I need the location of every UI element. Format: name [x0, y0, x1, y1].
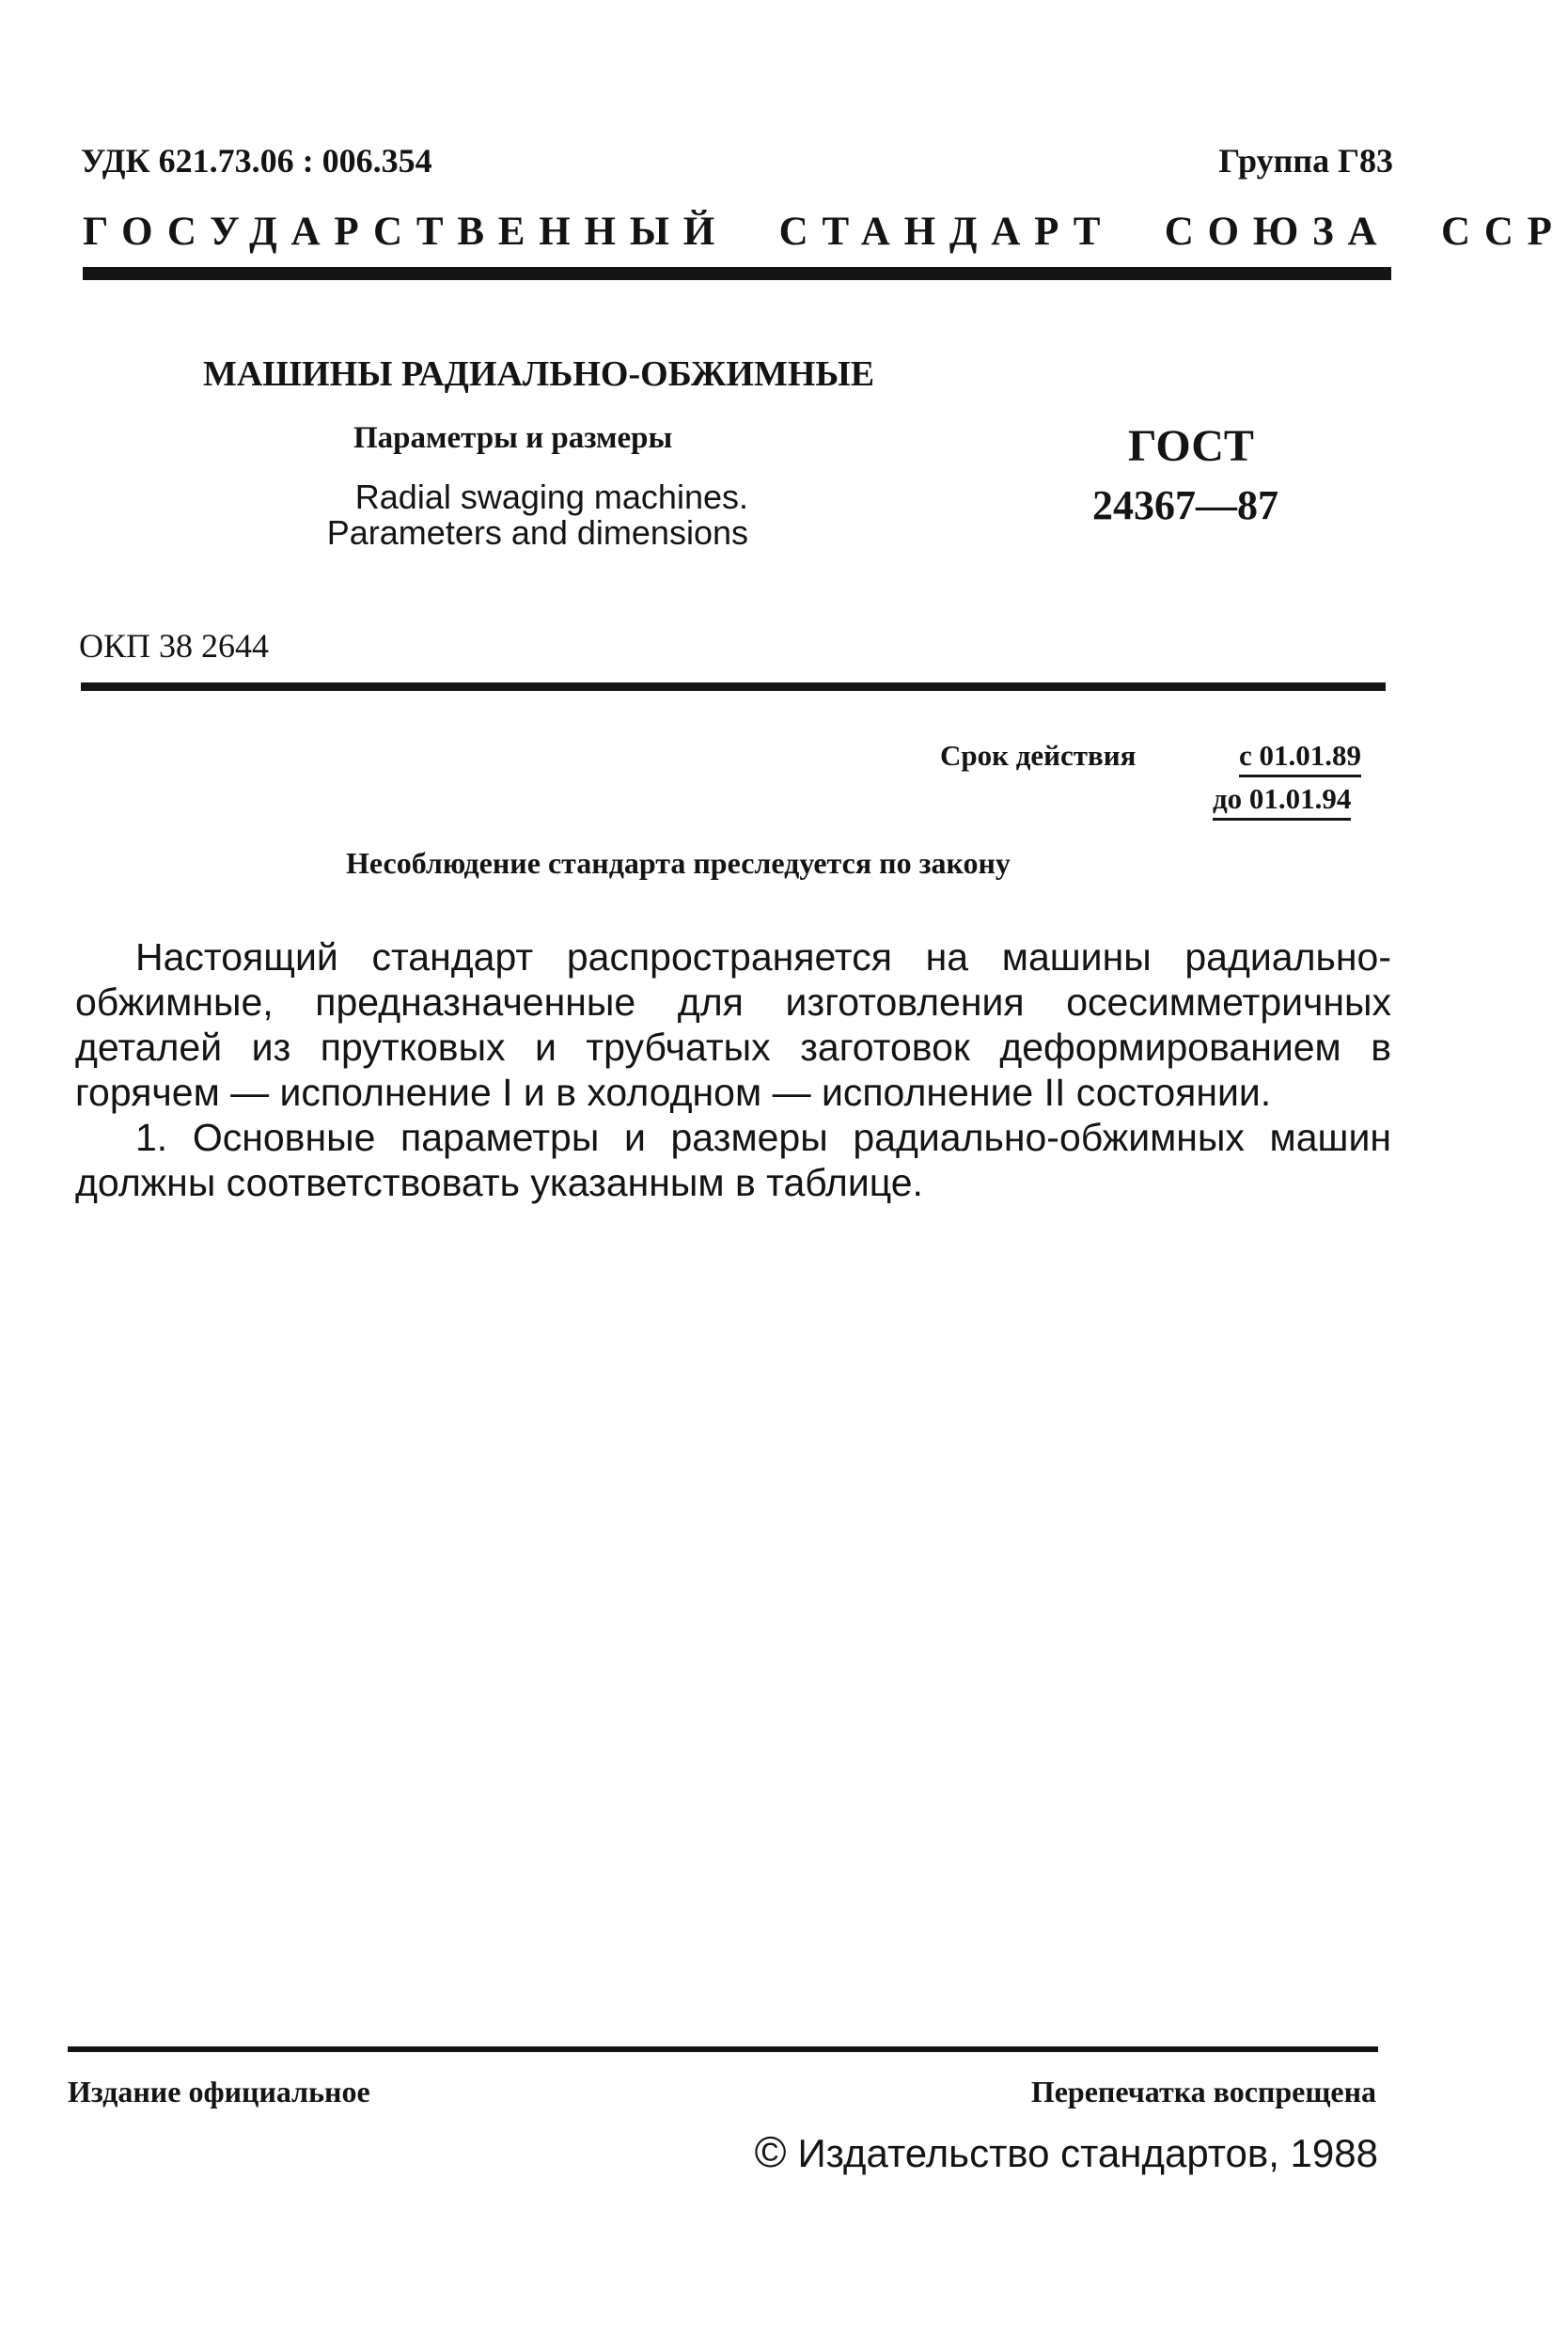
reprint-notice: Перепечатка воспрещена: [1030, 2075, 1376, 2108]
okp-code: ОКП 38 2644: [79, 627, 270, 665]
gost-number: 24367—87: [1092, 482, 1278, 528]
header-divider: [83, 267, 1391, 280]
english-title: Radial swaging machines. Parameters and dimensions: [326, 478, 748, 552]
body-text: [75, 934, 1391, 1205]
validity-to-date: до 01.01.94: [1213, 782, 1351, 821]
state-standard-banner: ГОСУДАРСТВЕННЫЙ СТАНДАРТ СОЮЗА ССР: [83, 210, 1566, 254]
body-paragraph-scope: Настоящий стандарт распространяется на машины радиально-обжимные, предназначенные для изготовления осесимметричных деталей из прутковых и трубчатых заготовок деформированием в горячем — исполнение I и в холодном — исполнение II состоянии.: [75, 935, 1391, 1114]
okp-divider: [81, 682, 1386, 691]
body-paragraph-parameters: 1. Основные параметры и размеры радиально-обжимных машин должны соответствовать указанным в таблице.: [75, 1116, 1391, 1204]
udk-code: УДК 621.73.06 : 006.354: [81, 142, 432, 180]
copyright-text: Издательство стандартов, 1988: [797, 2131, 1378, 2175]
validity-from-date: с 01.01.89: [1239, 739, 1361, 777]
group-code: Группа Г83: [1218, 142, 1393, 180]
edition-label: Издание официальное: [68, 2075, 370, 2108]
legal-notice: Несоблюдение стандарта преследуется по закону: [346, 846, 1011, 880]
gost-label: ГОСТ: [1128, 421, 1254, 471]
copyright-line: [755, 2126, 1378, 2177]
document-title: МАШИНЫ РАДИАЛЬНО-ОБЖИМНЫЕ: [203, 354, 875, 394]
validity-label: Срок действия: [940, 739, 1137, 772]
copyright-icon: ©: [754, 2127, 787, 2176]
footer-divider: [68, 2046, 1378, 2052]
document-subtitle: Параметры и размеры: [353, 421, 673, 455]
